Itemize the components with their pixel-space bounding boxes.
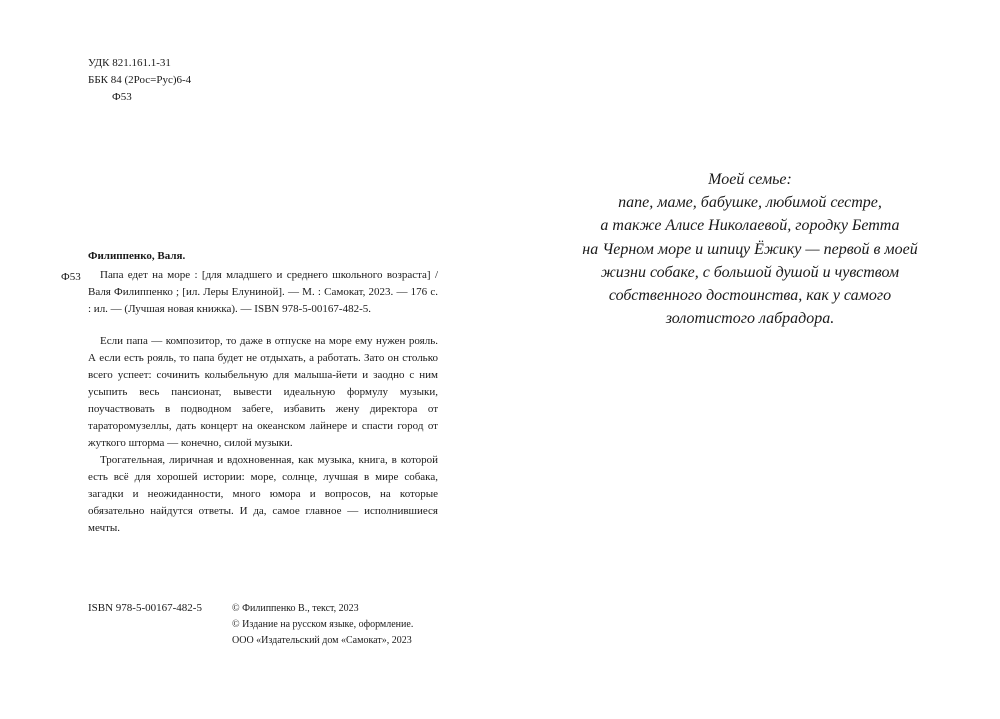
copyright-notices [232, 601, 413, 649]
dedication-line-6: собственного достоинства, как у самого [608, 287, 892, 305]
bbk-code: ББК 84 (2Рос=Рус)6-4 [88, 74, 192, 86]
catalog-description: Папа едет на море : [для младшего и среднего школьного возраста] / Валя Филиппенко ; [ил. Леры Елуниной]. — М. : Самокат, 2023. — 176 с. : ил. — (Лучшая новая книжка). — ISBN 978-5-00167-482-5. [88, 269, 438, 315]
author-mark: Ф53 [112, 91, 132, 103]
dedication-line-2: папе, маме, бабушке, любимой сестре, [618, 194, 882, 212]
annotation-paragraph-1: Если папа — композитор, то даже в отпуске на море ему нужен рояль. А если есть рояль, то папа будет не отдыхать, а работать. Зато он столько всего успеет: сочинить колыбельную для малыша-йети и заодно с ним усыпить весь пансионат, вывести идеальную формулу музыки, поучаствовать в подводном забеге, избавить жену директора от тараторомузеллы, дать концерт на океанском лайнере и спасти город от жуткого шторма — конечно, силой музыки. [88, 335, 438, 449]
dedication-line-7: золотистого лабрадора. [665, 310, 835, 328]
dedication [500, 168, 1000, 330]
copyright-line-3: ООО «Издательский дом «Самокат», 2023 [232, 635, 412, 646]
dedication-line-3: а также Алисе Николаевой, городку Бетта [600, 217, 900, 235]
isbn: ISBN 978-5-00167-482-5 [88, 602, 202, 614]
dedication-line-5: жизни собаке, с большой душой и чувством [600, 263, 900, 281]
annotation [88, 333, 438, 537]
udk-code: УДК 821.161.1-31 [88, 57, 171, 69]
right-page [500, 0, 1000, 719]
dedication-line-1: Моей семье: [708, 171, 792, 188]
dedication-line-4: на Черном море и шпицу Ёжику — первой в моей [582, 240, 918, 258]
annotation-paragraph-2: Трогательная, лиричная и вдохновенная, как музыка, книга, в которой есть всё для хорошей истории: море, солнце, лучшая в мире собака, загадки и неожиданности, много юмора и вопросов, на которые обязательно найдутся ответы. И да, самое главное — исполнившиеся мечты. [88, 454, 438, 534]
copyright-line-2: © Издание на русском языке, оформление. [232, 619, 414, 630]
catalog-code: Ф53 [61, 271, 81, 283]
classification-block [88, 55, 191, 106]
catalog-author-heading: Филиппенко, Валя. [88, 250, 186, 262]
copyright-line-1: © Филиппенко В., текст, 2023 [232, 603, 359, 614]
